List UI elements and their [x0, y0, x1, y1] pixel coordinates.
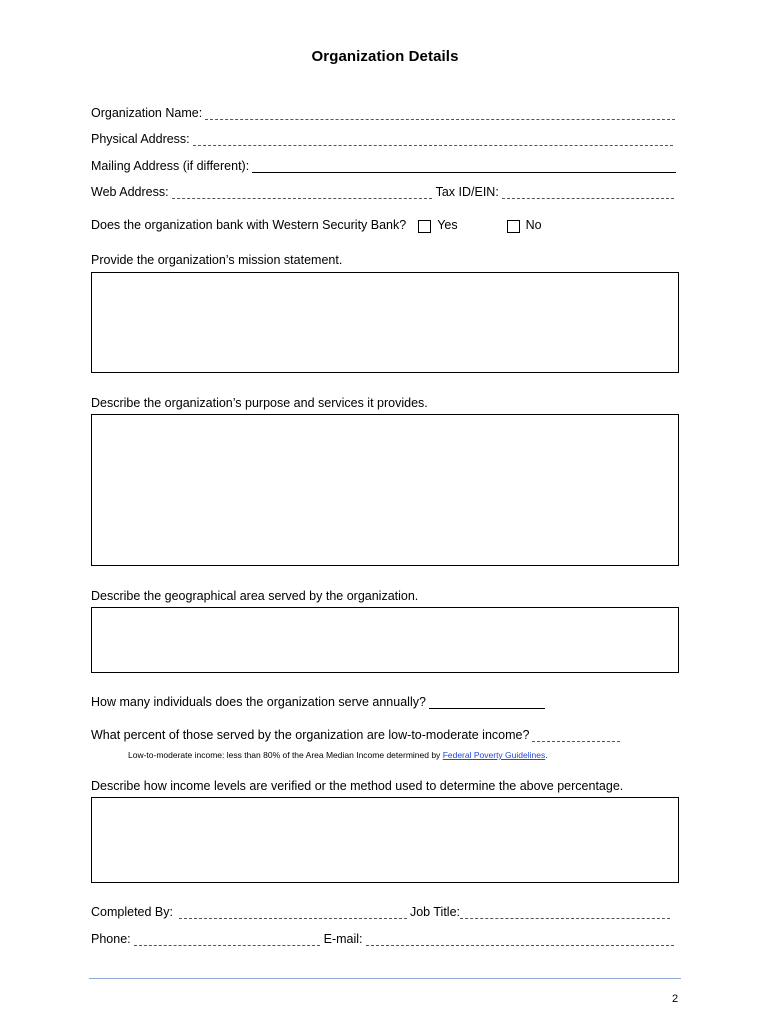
phone-field[interactable]: [134, 934, 320, 946]
mailing-address-label: Mailing Address (if different):: [91, 159, 250, 173]
individuals-field[interactable]: [429, 697, 545, 709]
physical-address-field[interactable]: [193, 134, 673, 146]
completed-by-field[interactable]: [179, 907, 407, 919]
job-title-field[interactable]: [460, 907, 670, 919]
web-address-label: Web Address:: [91, 185, 169, 199]
page-title: Organization Details: [311, 48, 459, 65]
job-title-label: Job Title:: [409, 905, 461, 919]
bank-question-row: [91, 218, 542, 232]
no-label: No: [525, 218, 542, 232]
completed-by-row: [91, 905, 670, 919]
area-textbox[interactable]: [91, 607, 679, 673]
phone-email-row: [91, 932, 674, 946]
verify-textbox[interactable]: [91, 797, 679, 883]
org-name-row: [91, 106, 675, 120]
physical-address-label: Physical Address:: [91, 132, 190, 146]
income-note: [128, 750, 548, 760]
page-number: 2: [672, 993, 679, 1005]
mission-textbox[interactable]: [91, 272, 679, 373]
org-name-field[interactable]: [205, 108, 675, 120]
verify-label: Describe how income levels are verified or the method used to determine the above percentage.: [91, 779, 624, 793]
phone-label: Phone:: [91, 932, 131, 946]
income-note-end: .: [545, 750, 548, 760]
mailing-address-field[interactable]: [252, 161, 676, 173]
percent-field[interactable]: [532, 730, 620, 742]
physical-address-row: [91, 132, 673, 146]
tax-id-field[interactable]: [502, 187, 674, 199]
web-taxid-row: [91, 185, 674, 199]
yes-option[interactable]: [418, 218, 457, 232]
income-note-text: Low-to-moderate income: less than 80% of the Area Median Income determined by: [128, 750, 441, 760]
purpose-label: Describe the organization’s purpose and services it provides.: [91, 396, 428, 410]
email-field[interactable]: [366, 934, 674, 946]
area-label: Describe the geographical area served by the organization.: [91, 589, 419, 603]
org-name-label: Organization Name:: [91, 106, 203, 120]
bank-question-label: Does the organization bank with Western Security Bank?: [91, 218, 407, 232]
mission-label: Provide the organization’s mission statement.: [91, 253, 343, 267]
individuals-label: How many individuals does the organization serve annually?: [91, 695, 426, 709]
mailing-address-row: [91, 159, 676, 173]
no-option[interactable]: [507, 218, 542, 232]
tax-id-label: Tax ID/EIN:: [435, 185, 499, 199]
individuals-row: [91, 695, 545, 709]
completed-by-label: Completed By:: [91, 905, 173, 919]
footer-divider: [89, 978, 681, 979]
purpose-textbox[interactable]: [91, 414, 679, 566]
yes-checkbox[interactable]: [418, 220, 431, 233]
federal-poverty-guidelines-link[interactable]: Federal Poverty Guidelines: [442, 750, 546, 760]
no-checkbox[interactable]: [507, 220, 520, 233]
percent-label: What percent of those served by the organization are low-to-moderate income?: [91, 728, 530, 742]
email-label: E-mail:: [323, 932, 363, 946]
yes-label: Yes: [437, 218, 458, 232]
percent-row: [91, 728, 620, 742]
web-address-field[interactable]: [172, 187, 432, 199]
